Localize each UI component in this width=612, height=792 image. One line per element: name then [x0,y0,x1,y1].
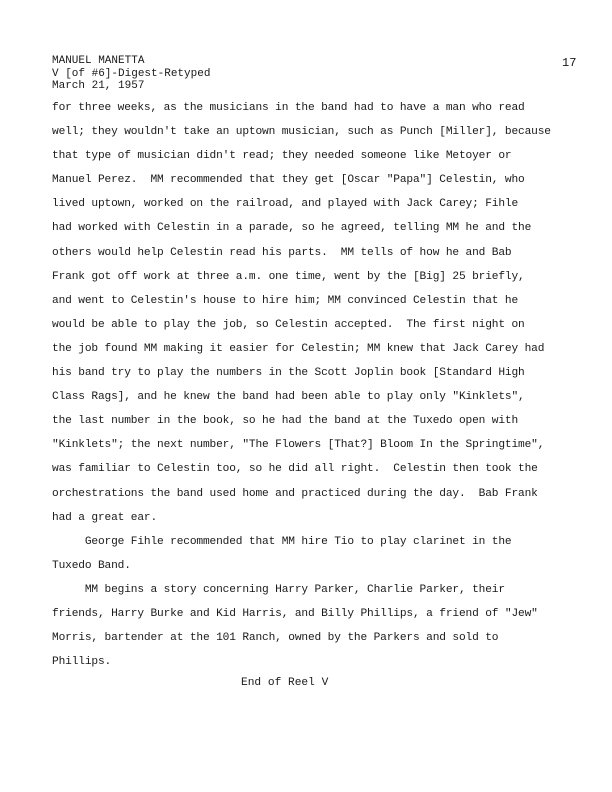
text-line: the job found MM making it easier for Celestin; MM knew that Jack Carey had [52,342,545,355]
text-line: had worked with Celestin in a parade, so he agreed, telling MM he and the [52,222,532,235]
text-line: well; they wouldn't take an uptown musician, such as Punch [Miller], because [52,126,551,139]
header-name: MANUEL MANETTA [52,55,145,67]
body-text [52,96,551,674]
text-line: friends, Harry Burke and Kid Harris, and Billy Phillips, a friend of "Jew" [52,607,538,620]
text-line: "Kinklets"; the next number, "The Flowers [That?] Bloom In the Springtime", [52,439,545,452]
text-line: orchestrations the band used home and practiced during the day. Bab Frank [52,487,538,500]
text-line: others would help Celestin read his parts. MM tells of how he and Bab [52,246,512,259]
text-line: Tuxedo Band. [52,559,131,572]
page-number: 17 [562,56,577,70]
text-line: was familiar to Celestin too, so he did all right. Celestin then took the [52,463,538,476]
text-line: Class Rags], and he knew the band had been able to play only "Kinklets", [52,391,525,404]
text-line: lived uptown, worked on the railroad, and played with Jack Carey; Fihle [52,198,519,211]
text-line: had a great ear. [52,511,158,524]
text-line: Frank got off work at three a.m. one time, went by the [Big] 25 briefly, [52,270,525,283]
text-line: would be able to play the job, so Celestin accepted. The first night on [52,318,525,331]
text-line: George Fihle recommended that MM hire Tio to play clarinet in the [52,535,512,548]
text-line: his band try to play the numbers in the Scott Joplin book [Standard High [52,367,525,380]
text-line: Manuel Perez. MM recommended that they get [Oscar "Papa"] Celestin, who [52,174,525,187]
header-reel: V [of #6]-Digest-Retyped [52,67,211,80]
text-line: and went to Celestin's house to hire him; MM convinced Celestin that he [52,294,519,307]
text-line: that type of musician didn't read; they needed someone like Metoyer or [52,150,512,163]
text-line: Morris, bartender at the 101 Ranch, owned by the Parkers and sold to [52,632,499,645]
text-line: the last number in the book, so he had the band at the Tuxedo open with [52,415,519,428]
end-of-reel: End of Reel V [241,677,329,689]
header-date: March 21, 1957 [52,80,145,92]
text-line: Phillips. [52,656,112,669]
document-header [52,55,210,93]
text-line: for three weeks, as the musicians in the band had to have a man who read [52,102,525,114]
text-line: MM begins a story concerning Harry Parker, Charlie Parker, their [52,583,505,596]
